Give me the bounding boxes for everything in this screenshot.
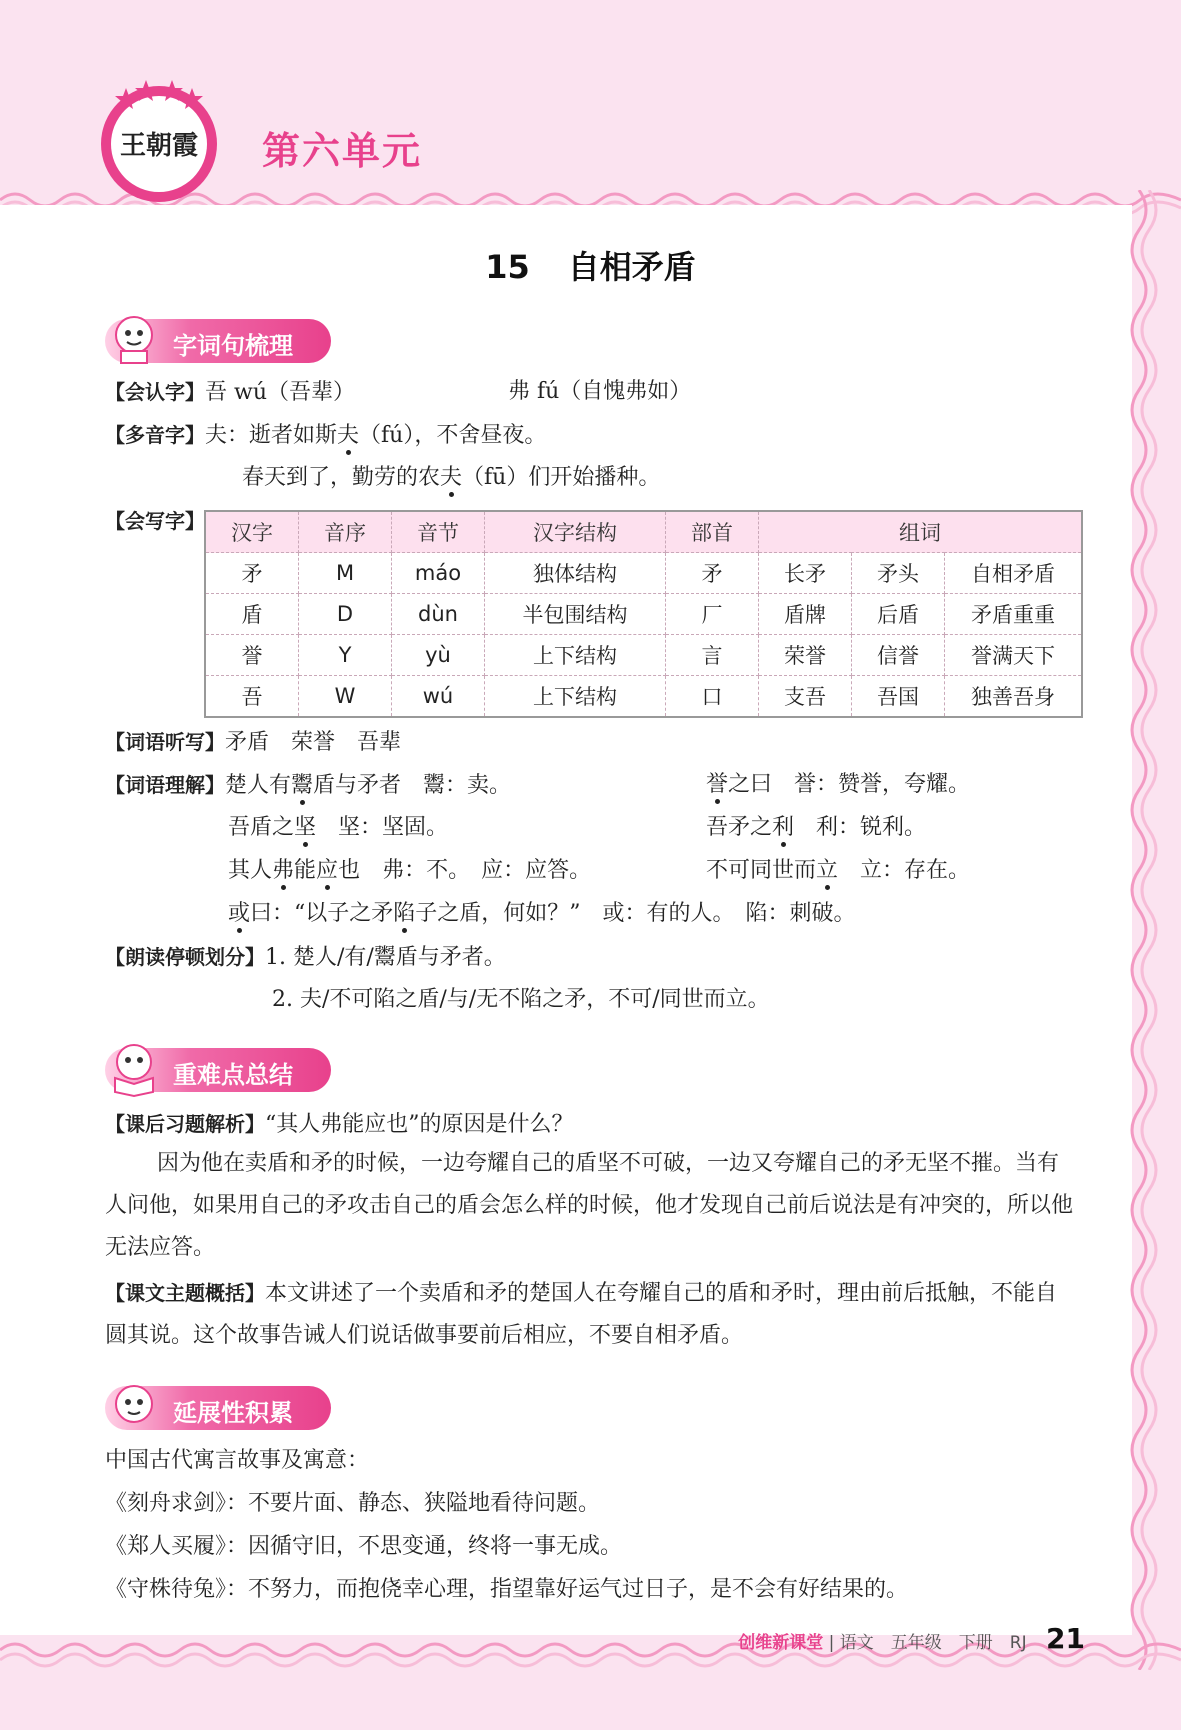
table-cell: 盾 — [205, 594, 299, 635]
kehou-row — [105, 1109, 574, 1140]
duoyin-text: （fú），不舍昼夜。 — [359, 423, 547, 448]
yanzhan-item: 《郑人买履》：因循守旧，不思变通，终将一事无成。 — [105, 1534, 623, 1559]
lijie-row-1b — [706, 770, 970, 800]
table-cell: dùn — [392, 594, 485, 635]
section-header-3 — [105, 1386, 331, 1430]
lijie-text: 立：存在。 — [838, 858, 971, 883]
lijie-text: 能 — [294, 858, 317, 883]
table-cell: 上下结构 — [485, 676, 666, 718]
table-cell: 言 — [666, 635, 759, 676]
zhuti-para — [105, 1272, 1077, 1357]
table-cell: W — [299, 676, 392, 718]
kehou-tag: 【课后习题解析】 — [105, 1112, 265, 1136]
table-row — [205, 594, 1082, 635]
lijie-row-2a — [228, 813, 448, 843]
page-footer — [738, 1622, 1085, 1655]
logo-text: 王朝霞 — [119, 131, 199, 161]
renshi-tag: 【会认字】 — [105, 380, 205, 404]
table-header: 音节 — [392, 511, 485, 553]
table-cell: 上下结构 — [485, 635, 666, 676]
emphasis-char: 誉 — [706, 772, 729, 797]
kehou-question: “其人弗能应也”的原因是什么？ — [265, 1112, 574, 1137]
duoyin-tag: 【多音字】 — [105, 423, 205, 447]
emphasis-char: 陷 — [393, 901, 416, 926]
duoyin-text: 夫：逝者如斯 — [205, 423, 338, 448]
table-cell: wú — [392, 676, 485, 718]
renshi-item-2: 弗 fú（自愧弗如） — [508, 379, 692, 404]
table-header: 汉字 — [205, 511, 299, 553]
table-cell: yù — [392, 635, 485, 676]
lijie-text: 利：锐利。 — [794, 815, 927, 840]
yanzhan-intro: 中国古代寓言故事及寓意： — [105, 1448, 370, 1473]
table-header: 组词 — [759, 511, 1083, 553]
lijie-text: 其人 — [228, 858, 273, 883]
lesson-title — [0, 242, 1181, 288]
renshi-row — [105, 377, 355, 408]
section-header-1 — [105, 319, 331, 363]
emphasis-char: 弗 — [272, 858, 295, 883]
table-cell: 独体结构 — [485, 553, 666, 594]
tingxie-words: 矛盾 荣誉 吾辈 — [225, 730, 402, 755]
table-cell: M — [299, 553, 392, 594]
renshi-item-1: 吾 wú（吾辈） — [205, 380, 355, 405]
table-cell: 吾 — [205, 676, 299, 718]
page-number: 21 — [1046, 1622, 1085, 1655]
lijie-text: 坚：坚固。 — [316, 815, 449, 840]
emphasis-char: 夫 — [337, 423, 360, 448]
duoyin-row-2 — [242, 463, 660, 493]
kehou-answer: 因为他在卖盾和矛的时候，一边夸耀自己的盾坚不可破，一边又夸耀自己的矛无坚不摧。当有人问他，如果用自己的矛攻击自己的盾会怎么样的时候，他才发现自己前后说法是有冲突的，所以他无法应答。 — [105, 1151, 1074, 1260]
xiezi-tag-text: 【会写字】 — [105, 509, 205, 533]
table-cell: 半包围结构 — [485, 594, 666, 635]
section-title-2: 重难点总结 — [173, 1061, 293, 1089]
table-cell: 后盾 — [852, 594, 945, 635]
yanzhan-item: 《刻舟求剑》：不要片面、静态、狭隘地看待问题。 — [105, 1491, 601, 1516]
table-cell: 荣誉 — [759, 635, 852, 676]
xiezi-tag — [105, 506, 205, 537]
duoyin-text: 春天到了，勤劳的农 — [242, 465, 441, 490]
mascot-thinking-icon — [103, 1374, 165, 1436]
table-header-row — [205, 511, 1082, 553]
table-header: 音序 — [299, 511, 392, 553]
table-cell: 口 — [666, 676, 759, 718]
table-cell: 自相矛盾 — [945, 553, 1083, 594]
table-cell: 支吾 — [759, 676, 852, 718]
emphasis-char: 利 — [772, 815, 795, 840]
mascot-book-icon — [103, 1036, 165, 1098]
section-title-3: 延展性积累 — [173, 1399, 293, 1427]
section-title-1: 字词句梳理 — [173, 332, 293, 360]
table-cell: 吾国 — [852, 676, 945, 718]
table-header: 汉字结构 — [485, 511, 666, 553]
lesson-number: 15 — [485, 248, 530, 286]
lijie-tag: 【词语理解】 — [105, 773, 225, 797]
table-cell: 矛 — [666, 553, 759, 594]
table-cell: 矛头 — [852, 553, 945, 594]
tingxie-tag: 【词语听写】 — [105, 730, 225, 754]
lijie-text: 也 弗：不。 应：应答。 — [338, 858, 592, 883]
duoyin-row-1 — [105, 420, 546, 451]
lijie-text: 吾盾之 — [228, 815, 295, 840]
langdu-line: 1. 楚人/有/鬻盾与矛者。 — [265, 945, 506, 970]
table-cell: máo — [392, 553, 485, 594]
table-cell: Y — [299, 635, 392, 676]
lijie-row-1a — [105, 770, 511, 801]
duoyin-text: （fū）们开始播种。 — [462, 465, 661, 490]
table-header: 部首 — [666, 511, 759, 553]
table-row — [205, 635, 1082, 676]
table-cell: 矛 — [205, 553, 299, 594]
emphasis-char: 鬻 — [291, 773, 314, 798]
section-header-2 — [105, 1048, 331, 1092]
footer-info: 语文 五年级 下册 RJ — [839, 1633, 1027, 1653]
table-row — [205, 676, 1082, 718]
langdu-tag: 【朗读停顿划分】 — [105, 945, 265, 969]
lijie-text: 不可同世而 — [706, 858, 817, 883]
lijie-text: 楚人有 — [225, 773, 292, 798]
table-cell: 信誉 — [852, 635, 945, 676]
lijie-text: 吾矛之 — [706, 815, 773, 840]
footer-brand: 创维新课堂 — [738, 1633, 824, 1653]
lijie-text: 曰：“以子之矛 — [250, 901, 394, 926]
mascot-reading-icon — [103, 307, 165, 369]
table-cell: 誉满天下 — [945, 635, 1083, 676]
zhuti-tag: 【课文主题概括】 — [105, 1281, 265, 1305]
table-cell: D — [299, 594, 392, 635]
emphasis-char: 坚 — [294, 815, 317, 840]
lijie-text: 盾与矛者 鬻：卖。 — [313, 773, 512, 798]
emphasis-char: 应 — [316, 858, 339, 883]
lijie-row-3b — [706, 856, 970, 886]
table-cell: 厂 — [666, 594, 759, 635]
table-row — [205, 553, 1082, 594]
lijie-row-3a — [228, 856, 591, 886]
lijie-row-2b — [706, 813, 926, 843]
yanzhan-item: 《守株待兔》：不努力，而抱侥幸心理，指望靠好运气过日子，是不会有好结果的。 — [105, 1577, 909, 1602]
lijie-row-4 — [228, 899, 856, 929]
lesson-name: 自相矛盾 — [567, 248, 696, 286]
right-wave-border — [1129, 190, 1181, 1670]
footer-divider: | — [828, 1633, 835, 1653]
table-cell: 独善吾身 — [945, 676, 1083, 718]
table-cell: 盾牌 — [759, 594, 852, 635]
langdu-row-2: 2. 夫/不可陷之盾/与/无不陷之矛，不可/同世而立。 — [272, 987, 770, 1012]
zhuti-text: 本文讲述了一个卖盾和矛的楚国人在夸耀自己的盾和矛时，理由前后抵触，不能自圆其说。这个故事告诫人们说话做事要前后相应，不要自相矛盾。 — [105, 1281, 1058, 1348]
unit-title: 第六单元 — [262, 129, 423, 173]
table-cell: 长矛 — [759, 553, 852, 594]
langdu-row-1 — [105, 942, 506, 973]
lijie-text: 之曰 誉：赞誉，夸耀。 — [728, 772, 971, 797]
emphasis-char: 夫 — [440, 465, 463, 490]
lijie-text: 子之盾，何如？” 或：有的人。 陷：刺破。 — [415, 901, 856, 926]
table-cell: 矛盾重重 — [945, 594, 1083, 635]
emphasis-char: 立 — [816, 858, 839, 883]
table-cell: 誉 — [205, 635, 299, 676]
tingxie-row — [105, 727, 401, 758]
emphasis-char: 或 — [228, 901, 251, 926]
xiezi-table — [204, 510, 1083, 718]
logo-emblem-icon — [96, 76, 222, 206]
